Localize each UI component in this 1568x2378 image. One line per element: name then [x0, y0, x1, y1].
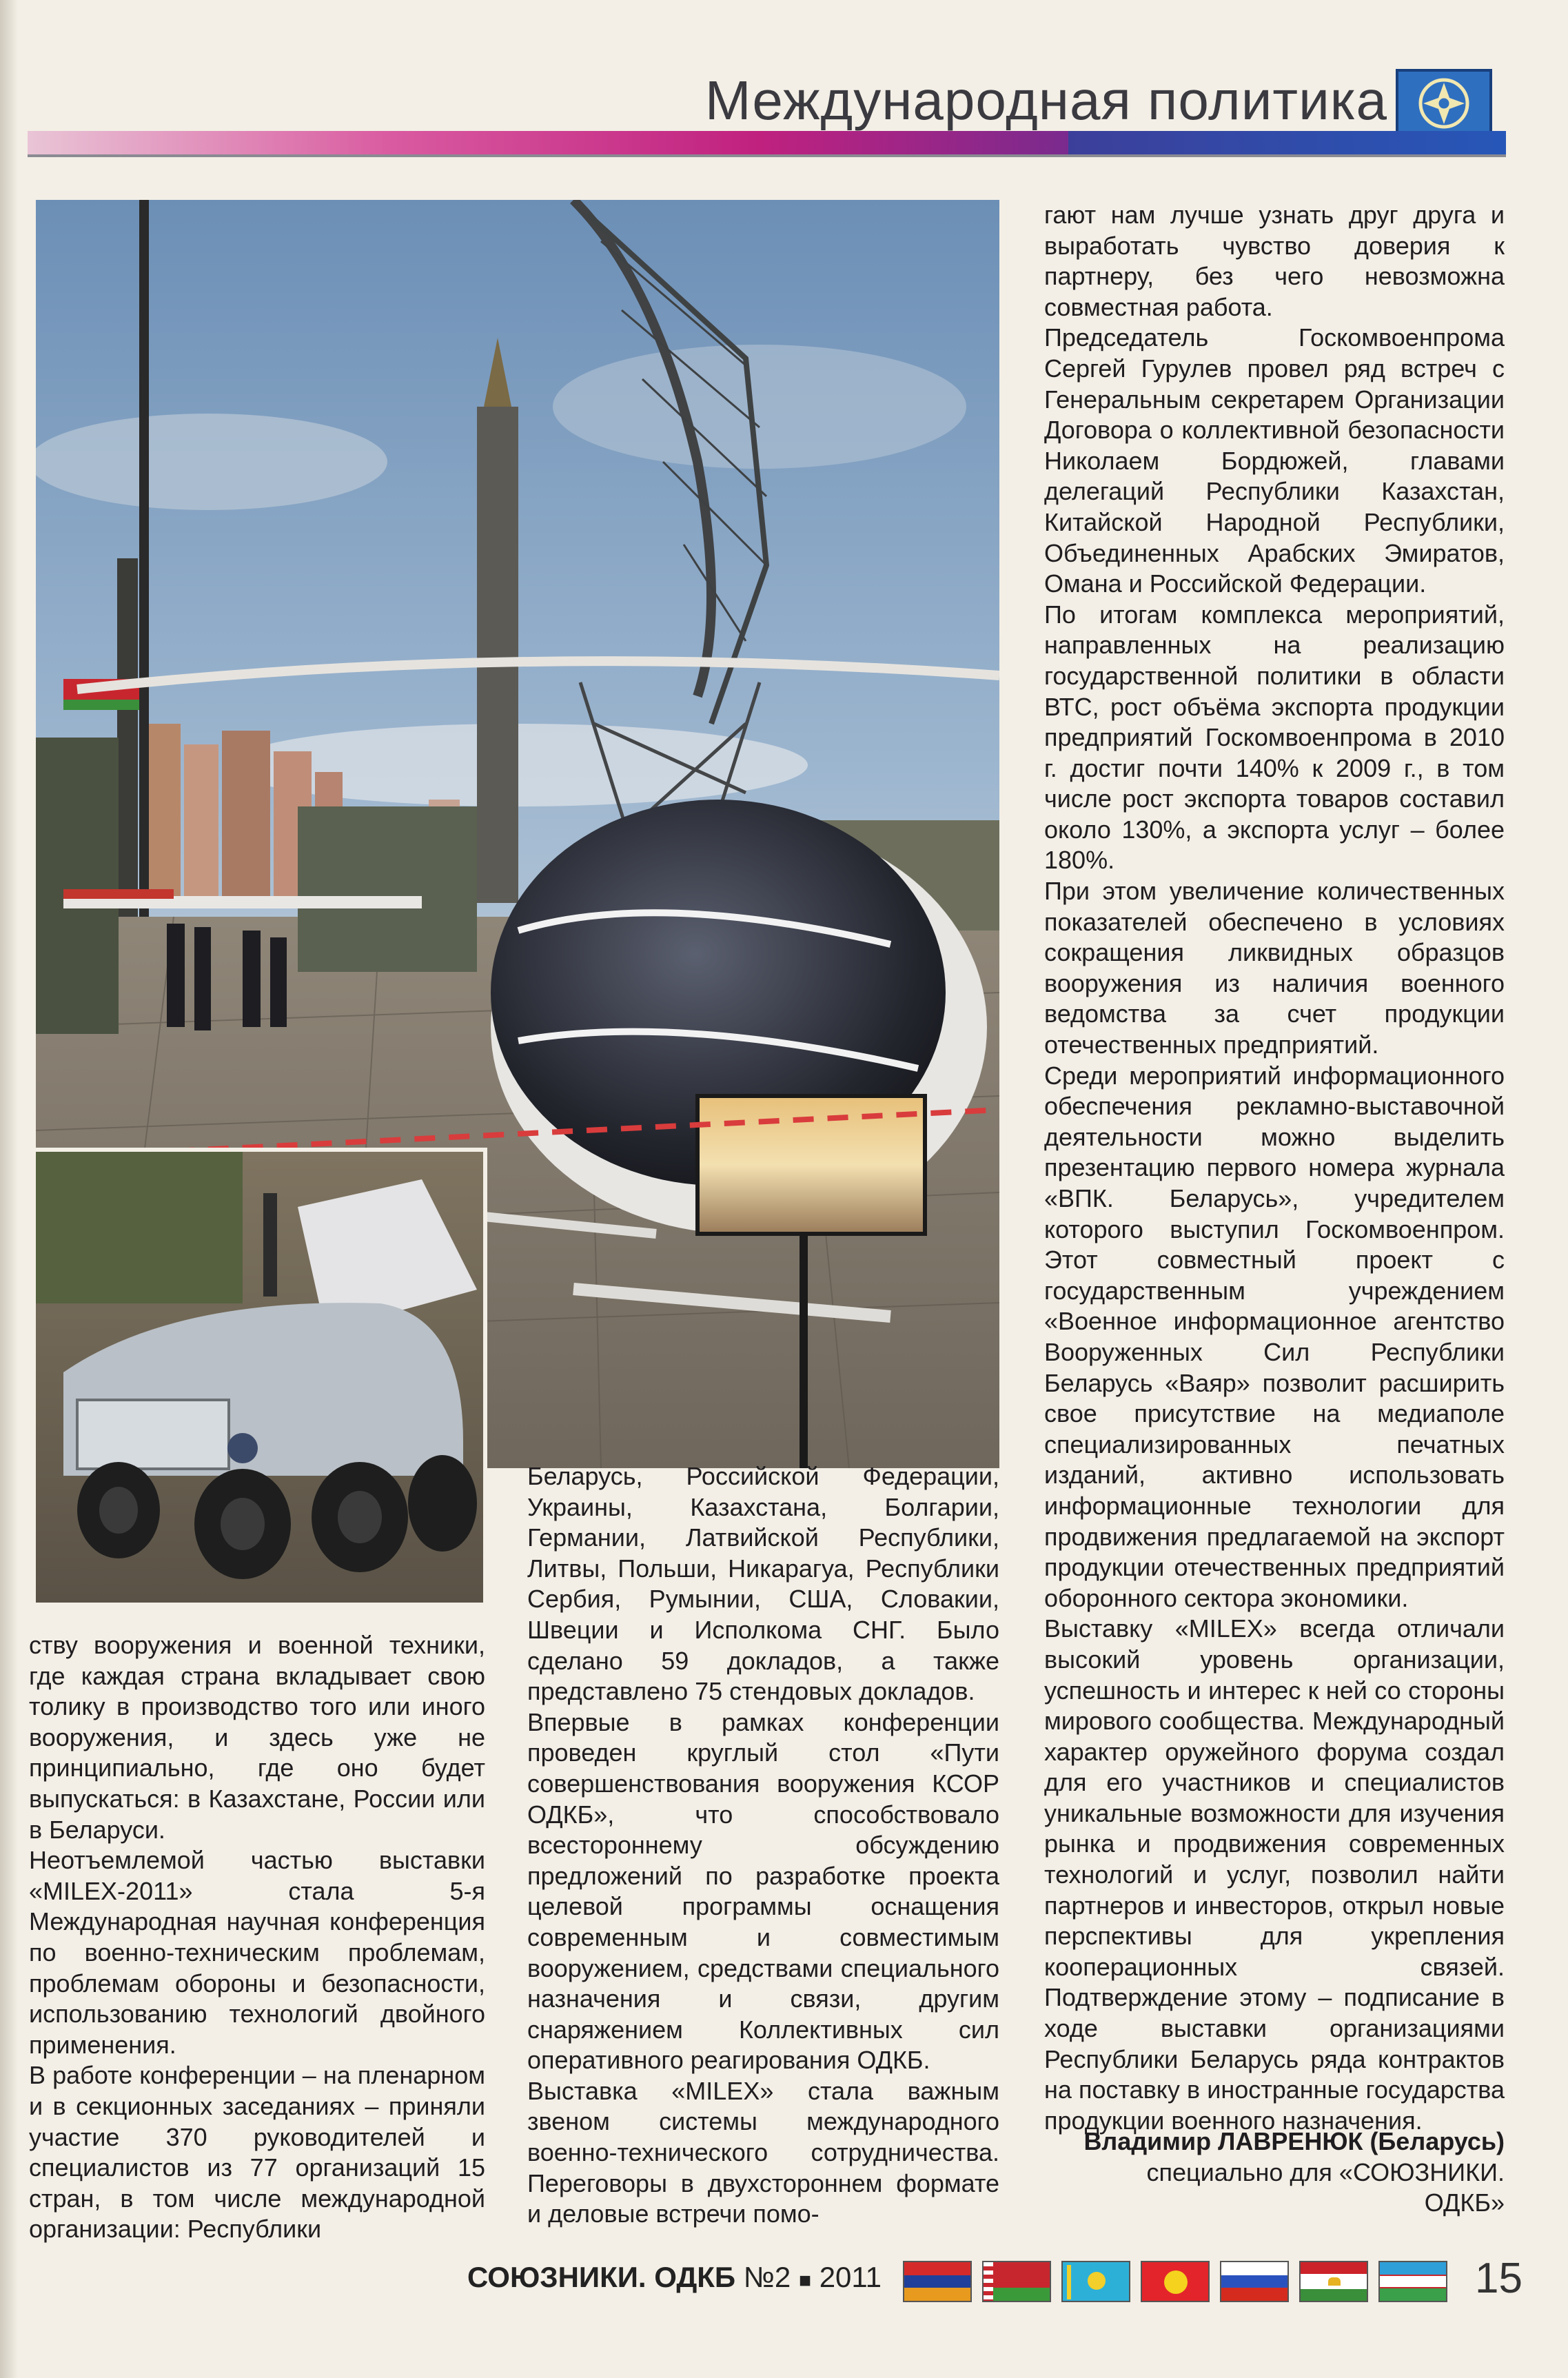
- text-column-right: [1044, 200, 1505, 2136]
- csto-emblem-icon: [1396, 69, 1492, 138]
- paragraph: ству вооружения и военной техники, где каждая страна вкладывает свою толику в производство того или иного вооружения, и здесь уже не принципиально, где оно будет выпускаться: в Казахстане, России или в Беларуси.: [29, 1631, 485, 1844]
- author-credit-line: ОДКБ»: [1424, 2188, 1505, 2217]
- issue-number: №2: [743, 2261, 791, 2293]
- belarus-flag-icon: [982, 2261, 1051, 2302]
- paragraph: Среди мероприятий информационного обеспечения рекламно-выставочной деятельности можно выделить презентацию первого номера журнала «ВПК. Беларусь», учредителем которого выступил Госкомвоенпром. Этот совместный проект с государственным учреждением «Военное информационное агентство Вооруженных Сил Республики Беларусь «Ваяр» позволит расширить свое присутствие на медиаполе специализированных печатных изданий, активно использовать информационные технологии для продвижения предлагаемой на экспорт продукции отечественных предприятий оборонного сектора экономики.: [1044, 1061, 1505, 1612]
- kazakhstan-flag-icon: [1061, 2261, 1130, 2302]
- paragraph: Впервые в рамках конференции проведен круглый стол «Пути совершенствования вооружения КСОР ОДКБ», что способствовало всестороннему обсуждению предложений по разработке проекта целевой программы оснащения современным и совместимым вооружением, средствами специального назначения и связи, другим снаряжением Коллективных сил оперативного реагирования ОДКБ.: [527, 1707, 999, 2075]
- armored-vehicle-photo: [36, 1148, 487, 1603]
- paragraph: Выставка «MILEX» стала важным звеном системы международного военно-технического сотрудничества. Переговоры в двухстороннем формате и деловые встречи помо-: [527, 2076, 999, 2228]
- paragraph: Выставку «MILEX» всегда отличали высокий уровень организации, успешность и интерес к ней со стороны мирового сообщества. Международный характер оружейного форума создал для его участников и специалистов уникальные возможности для изучения рынка и продвижения современных технологий и услуг, позволил найти партнеров и инвесторов, открыл новые перспективы для укрепления кооперационных связей. Подтверждение этому – подписание в ходе выставки организациями Республики Беларусь ряда контрактов на поставку в иностранные государства продукции военного назначения.: [1044, 1614, 1505, 2135]
- header-color-bar: [28, 131, 1506, 154]
- header-rule: [28, 154, 1506, 157]
- author-signature: [1044, 2126, 1505, 2219]
- russia-flag-icon: [1220, 2261, 1289, 2302]
- issue-year: 2011: [819, 2261, 882, 2293]
- paragraph: По итогам комплекса мероприятий, направленных на реализацию государственной политики в области ВТС, рост объёма экспорта продукции предприятий Госкомвоенпрома в 2010 г. достиг почти 140% к 2009 г., в том числе рост экспорта товаров составил около 130%, а экспорта услуг – более 180%.: [1044, 600, 1505, 875]
- author-name: Владимир ЛАВРЕНЮК (Беларусь): [1083, 2127, 1505, 2155]
- tajikistan-flag-icon: [1299, 2261, 1368, 2302]
- paragraph: При этом увеличение количественных показателей обеспечено в условиях сокращения ликвидных образцов вооружения из наличия военного ведомства за счет продукции отечественных предприятий.: [1044, 877, 1505, 1059]
- magazine-name: СОЮЗНИКИ. ОДКБ: [467, 2261, 736, 2293]
- section-title: Международная политика: [704, 70, 1387, 131]
- paragraph: Председатель Госкомвоенпрома Сергей Гурулев провел ряд встреч с Генеральным секретарем Организации Договора о коллективной безопасности Николаем Бордюжей, главами делегаций Республики Казахстан, Китайской Народной Республики, Объединенных Арабских Эмиратов, Омана и Российской Федерации.: [1044, 323, 1505, 598]
- magazine-footer: [467, 2261, 882, 2294]
- author-credit-line: специально для «СОЮЗНИКИ.: [1146, 2157, 1505, 2186]
- footer-separator: ■: [798, 2269, 812, 2292]
- armenia-flag-icon: [903, 2261, 972, 2302]
- page-edge-shadow: [0, 0, 18, 2378]
- kyrgyzstan-flag-icon: [1141, 2261, 1210, 2302]
- paragraph: Беларусь, Российской Федерации, Украины, Казахстана, Болгарии, Германии, Латвийской Республики, Литвы, Польши, Никарагуа, Республики Сербия, Румынии, США, Словакии, Швеции и Исполкома СНГ. Было сделано 59 докладов, а также представлено 75 стендовых докладов.: [527, 1462, 999, 1706]
- text-column-middle: [527, 1461, 999, 2230]
- page-number: 15: [1475, 2255, 1523, 2302]
- paragraph: гают нам лучше узнать друг друга и выработать чувство доверия к партнеру, без чего невозможна совместная работа.: [1044, 201, 1505, 321]
- uzbekistan-flag-icon: [1378, 2261, 1447, 2302]
- text-column-left: [29, 1630, 485, 2245]
- paragraph: В работе конференции – на пленарном и в секционных заседаниях – приняли участие 370 руководителей и специалистов из 77 организаций 15 стран, в том числе международной организации: Республики: [29, 2061, 485, 2244]
- paragraph: Неотъемлемой частью выставки «MILEX-2011» стала 5-я Международная научная конференция по военно-техническим проблемам, проблемам обороны и безопасности, использованию технологий двойного применения.: [29, 1846, 485, 2059]
